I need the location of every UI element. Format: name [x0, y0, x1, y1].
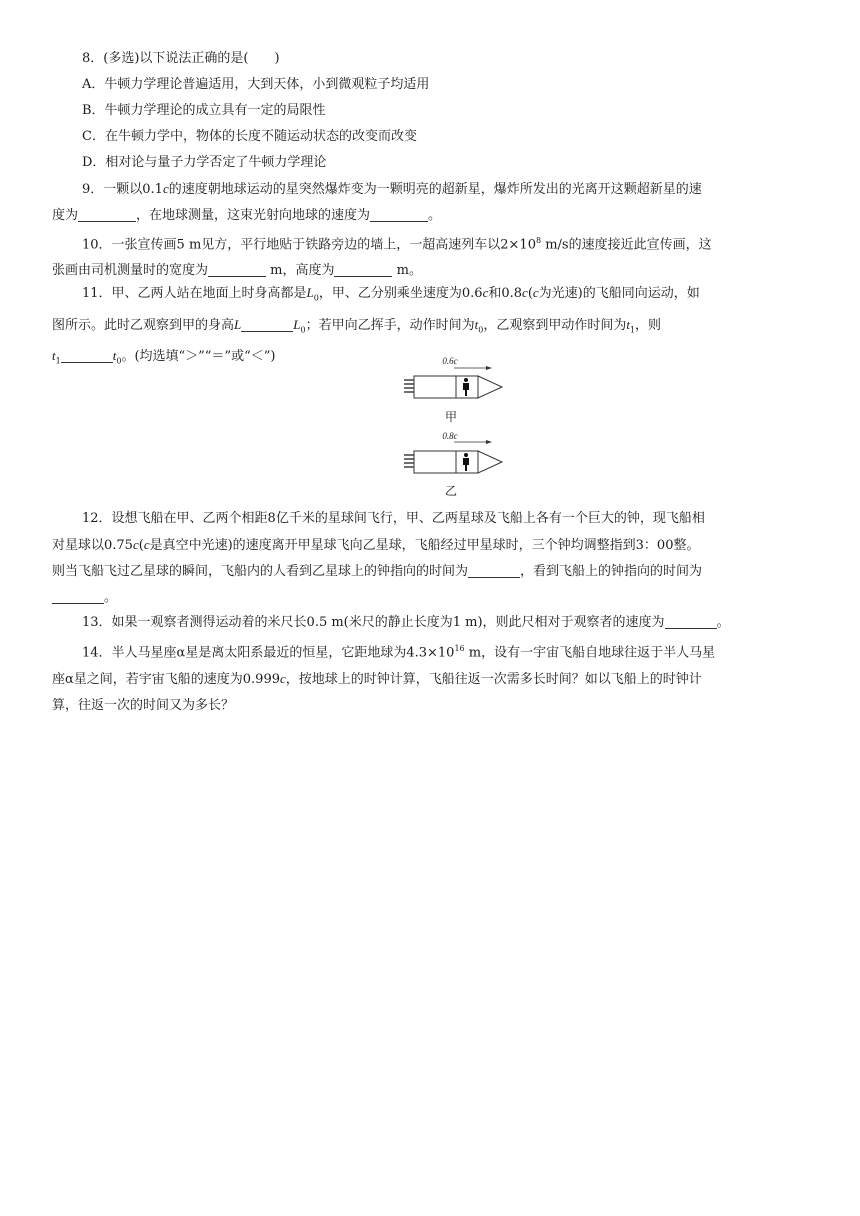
q11-text: 为光速)的飞船同向运动，如 — [538, 286, 700, 301]
question-8-stem: 8．(多选)以下说法正确的是( ) — [82, 51, 280, 66]
exponent: 16 — [454, 644, 465, 653]
q13-text: 13．如果一观察者测得运动着的米尺长0.5 m(米尺的静止长度为1 m)，则此尺相对于观察者的速度为 — [82, 615, 665, 630]
q13-text: 。 — [716, 615, 730, 630]
q14-text: ，按地球上的时钟计算，飞船往返一次需多长时间？如以飞船上的时钟计 — [285, 672, 702, 688]
answer-blank[interactable] — [52, 587, 104, 604]
q12-text: 。 — [104, 590, 118, 605]
option-b: B．牛顿力学理论的成立具有一定的局限性 — [82, 103, 326, 118]
var-c: c — [143, 537, 150, 552]
ship1-caption: 甲 — [444, 410, 457, 424]
option-d: D．相对论与量子力学否定了牛顿力学理论 — [82, 155, 327, 170]
q11-text: 图所示。此时乙观察到甲的身高 — [52, 317, 235, 333]
q12-text: 是真空中光速)的速度离开甲星球飞向乙星球，飞船经过甲星球时，三个钟均调整指到3：00整。 — [149, 538, 700, 553]
answer-blank[interactable] — [370, 205, 428, 222]
q10-text: 张画由司机测量时的宽度为 — [52, 263, 209, 279]
answer-blank[interactable] — [665, 612, 717, 629]
q10-text: m，高度为 — [266, 263, 335, 279]
ship-yi — [404, 440, 502, 473]
spaceship-figure — [386, 356, 516, 506]
subscript: 0 — [300, 325, 306, 335]
ship-jia — [404, 366, 502, 398]
var-c: c — [280, 671, 286, 687]
answer-blank[interactable] — [61, 346, 113, 363]
q9-text: 的速度朝地球运动的星突然爆炸变为一颗明亮的超新星，爆炸所发出的光离开这颗超新星的速 — [168, 182, 702, 197]
option-c: C．在牛顿力学中，物体的长度不随运动状态的改变而改变 — [82, 129, 417, 144]
var-c: c — [482, 285, 489, 300]
q11-text: ，甲、乙分别乘坐速度为0.6 — [318, 286, 483, 301]
q14-text: 算，往返一次的时间又为多长？ — [52, 698, 235, 714]
q10-text: m/s的速度接近此宣传画，这 — [541, 237, 712, 253]
q12-text: ( — [138, 538, 144, 553]
answer-blank[interactable] — [334, 260, 392, 277]
q12-text: 对星球以0.75 — [52, 538, 133, 553]
q11-text: 11．甲、乙两人站在地面上时身高都是 — [82, 286, 307, 301]
ship2-caption: 乙 — [444, 484, 457, 498]
question-12 — [52, 506, 812, 611]
var-c: c — [162, 181, 169, 196]
ship2-speed-label: 0.8c — [442, 431, 458, 441]
answer-blank[interactable] — [208, 260, 266, 277]
q12-text: 12．设想飞船在甲、乙两个相距8亿千米的星球间飞行，甲、乙两星球及飞船上各有一个巨大的钟，现飞船相 — [82, 511, 705, 526]
q11-text: ；若甲向乙挥手，动作时间为 — [305, 317, 475, 333]
answer-blank[interactable] — [468, 561, 520, 578]
subscript: 0 — [478, 325, 484, 335]
q11-text: 和0.8 — [488, 286, 523, 301]
var-L: L — [234, 316, 242, 332]
option-a: A．牛顿力学理论普遍适用，大到天体，小到微观粒子均适用 — [82, 77, 430, 92]
subscript: 1 — [55, 356, 61, 366]
q14-text: m，设有一宇宙飞船自地球往返于半人马星 — [464, 645, 716, 661]
question-9 — [52, 176, 812, 229]
q9-text: ，在地球测量，这束光射向地球的速度为 — [136, 208, 371, 223]
q9-text: 度为 — [52, 208, 79, 223]
q11-text: 。(均选填“＞”“＝”或“＜”) — [121, 349, 276, 365]
q9-text: 9．一颗以0.1 — [82, 182, 163, 197]
q14-text: 座α星之间，若宇宙飞船的速度为0.999 — [52, 672, 280, 688]
subscript: 1 — [629, 325, 636, 335]
question-10 — [52, 228, 812, 284]
q11-text: ，则 — [635, 317, 662, 333]
var-t: t — [474, 316, 479, 332]
ship1-speed-label: 0.6c — [442, 356, 458, 366]
exponent: 8 — [535, 236, 542, 245]
q12-text: 则当飞船飞过乙星球的瞬间，飞船内的人看到乙星球上的钟指向的时间为 — [52, 564, 469, 579]
var-c: c — [532, 285, 539, 300]
var-L: L — [293, 316, 301, 332]
q14-text: 14．半人马星座α星是离太阳系最近的恒星，它距地球为4.3×10 — [82, 645, 455, 661]
var-c: c — [522, 285, 528, 300]
subscript: 0 — [116, 356, 122, 366]
var-t: t — [52, 348, 56, 364]
question-13 — [52, 610, 812, 636]
answer-blank[interactable] — [241, 315, 293, 332]
var-L: L — [306, 285, 314, 300]
q12-text: ，看到飞船上的钟指向的时间为 — [520, 564, 703, 579]
var-c: c — [132, 537, 139, 552]
var-t: t — [112, 348, 117, 364]
q10-text: 10．一张宣传画5 m见方，平行地贴于铁路旁边的墙上，一超高速列车以2×10 — [82, 237, 536, 253]
question-14 — [52, 636, 812, 719]
answer-blank[interactable] — [78, 205, 136, 222]
subscript: 0 — [313, 293, 319, 303]
q11-text: ( — [527, 286, 533, 301]
q10-text: m。 — [392, 263, 422, 279]
q9-text: 。 — [428, 208, 442, 223]
question-8 — [52, 46, 812, 176]
var-t: t — [626, 316, 630, 332]
q11-text: ，乙观察到甲动作时间为 — [483, 317, 627, 333]
